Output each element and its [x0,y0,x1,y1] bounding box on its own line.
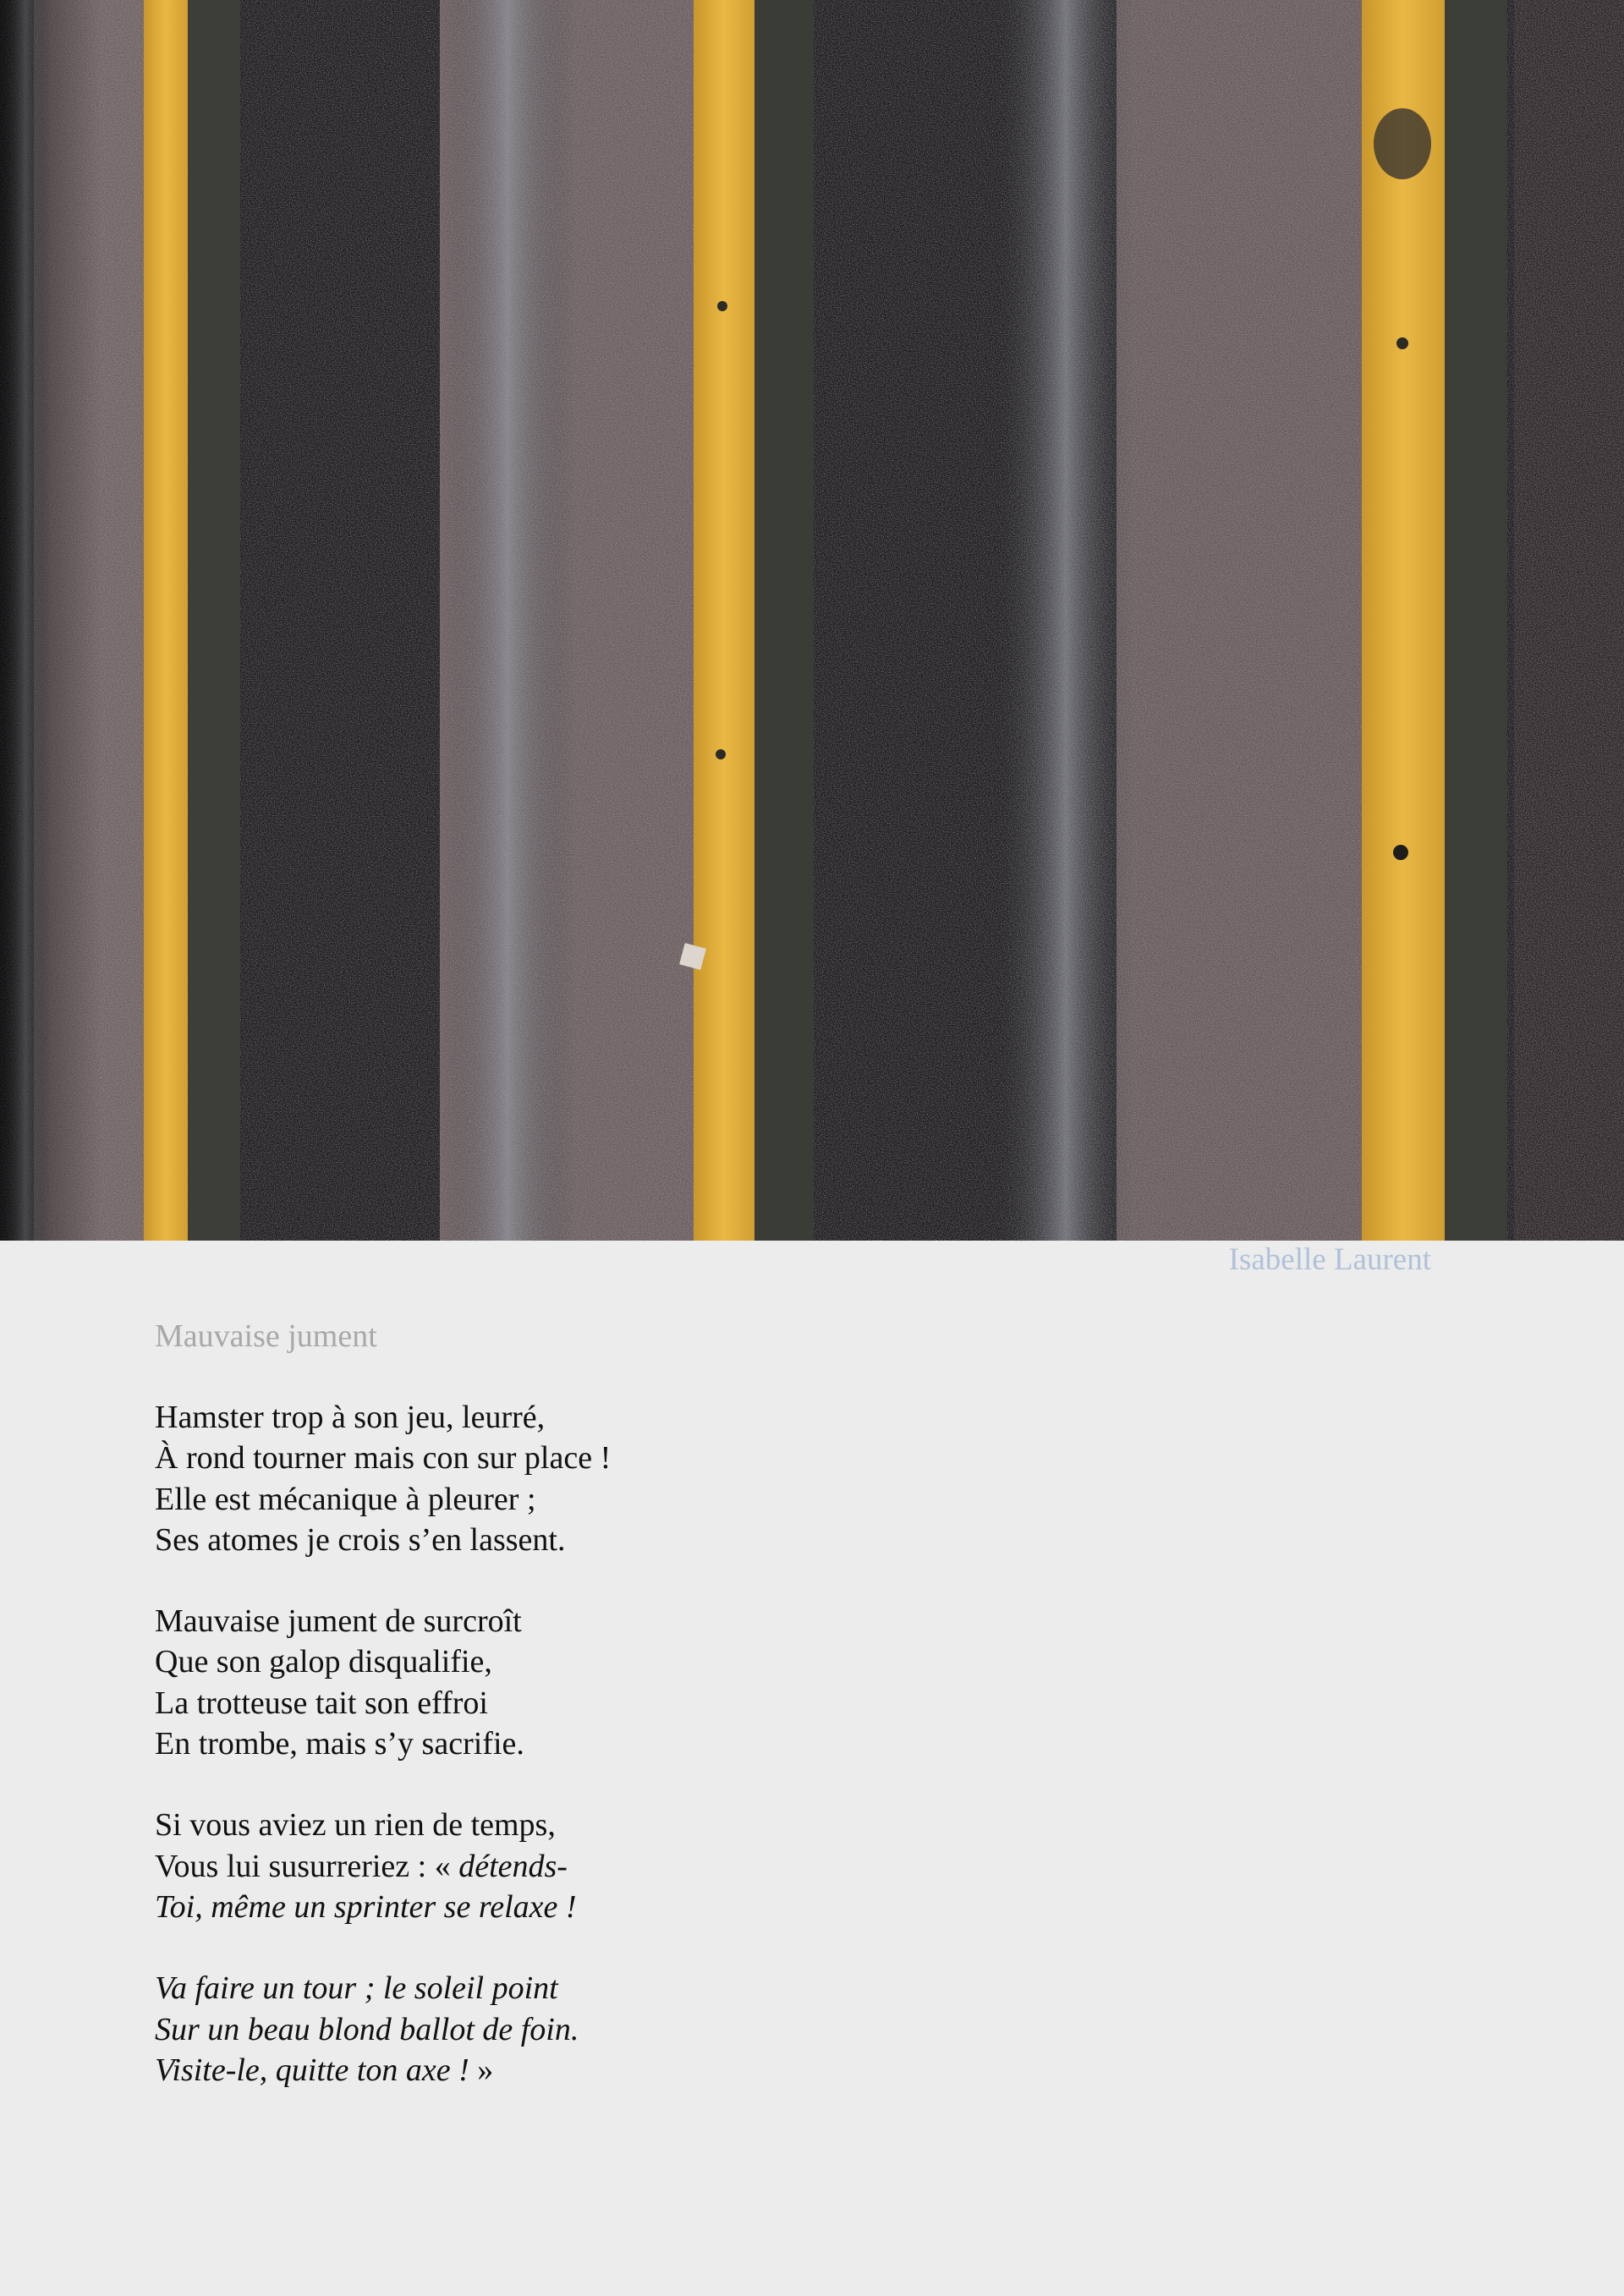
poem-line: Ses atomes je crois s’en lassent. [155,1521,566,1558]
poem [155,1316,1424,2131]
stanza-3 [155,1805,1424,1927]
poem-line: Hamster trop à son jeu, leurré, [155,1400,546,1435]
poem-line-plain: Vous lui susurreriez : « [155,1848,459,1884]
poem-line: Elle est mécanique à pleurer ; [155,1481,536,1517]
poem-line-italic: Va faire un tour ; le soleil point [155,1970,558,2007]
poem-line [155,2050,1424,2091]
poem-line-italic: Visite-le, quitte ton axe ! [155,2052,469,2088]
author-name: Isabelle Laurent [1228,1242,1431,1277]
poem-line: Si vous aviez un rien de temps, [155,1807,556,1844]
poem-line-italic: détends- [458,1848,568,1884]
poem-line: En trombe, mais s’y sacrifie. [155,1726,524,1762]
poem-line-italic: Sur un beau blond ballot de foin. [155,2011,579,2047]
poem-line-plain: » [469,2052,494,2088]
stanza-2 [155,1601,1424,1764]
poem-line-italic: Toi, même un sprinter se relaxe ! [155,1888,577,1925]
poem-title: Mauvaise jument [155,1318,377,1354]
poem-line: La trotteuse tait son effroi [155,1685,488,1721]
poem-line [155,1846,1424,1887]
poem-line [155,1887,1424,1927]
stanza-4 [155,1968,1424,2091]
poem-line [155,2009,1424,2050]
poem-line: Mauvaise jument de surcroît [155,1603,522,1640]
poem-line [155,1968,1424,2008]
poem-line: À rond tourner mais con sur place ! [155,1440,612,1477]
stanza-1 [155,1397,1424,1560]
poem-line: Que son galop disqualifie, [155,1644,492,1680]
